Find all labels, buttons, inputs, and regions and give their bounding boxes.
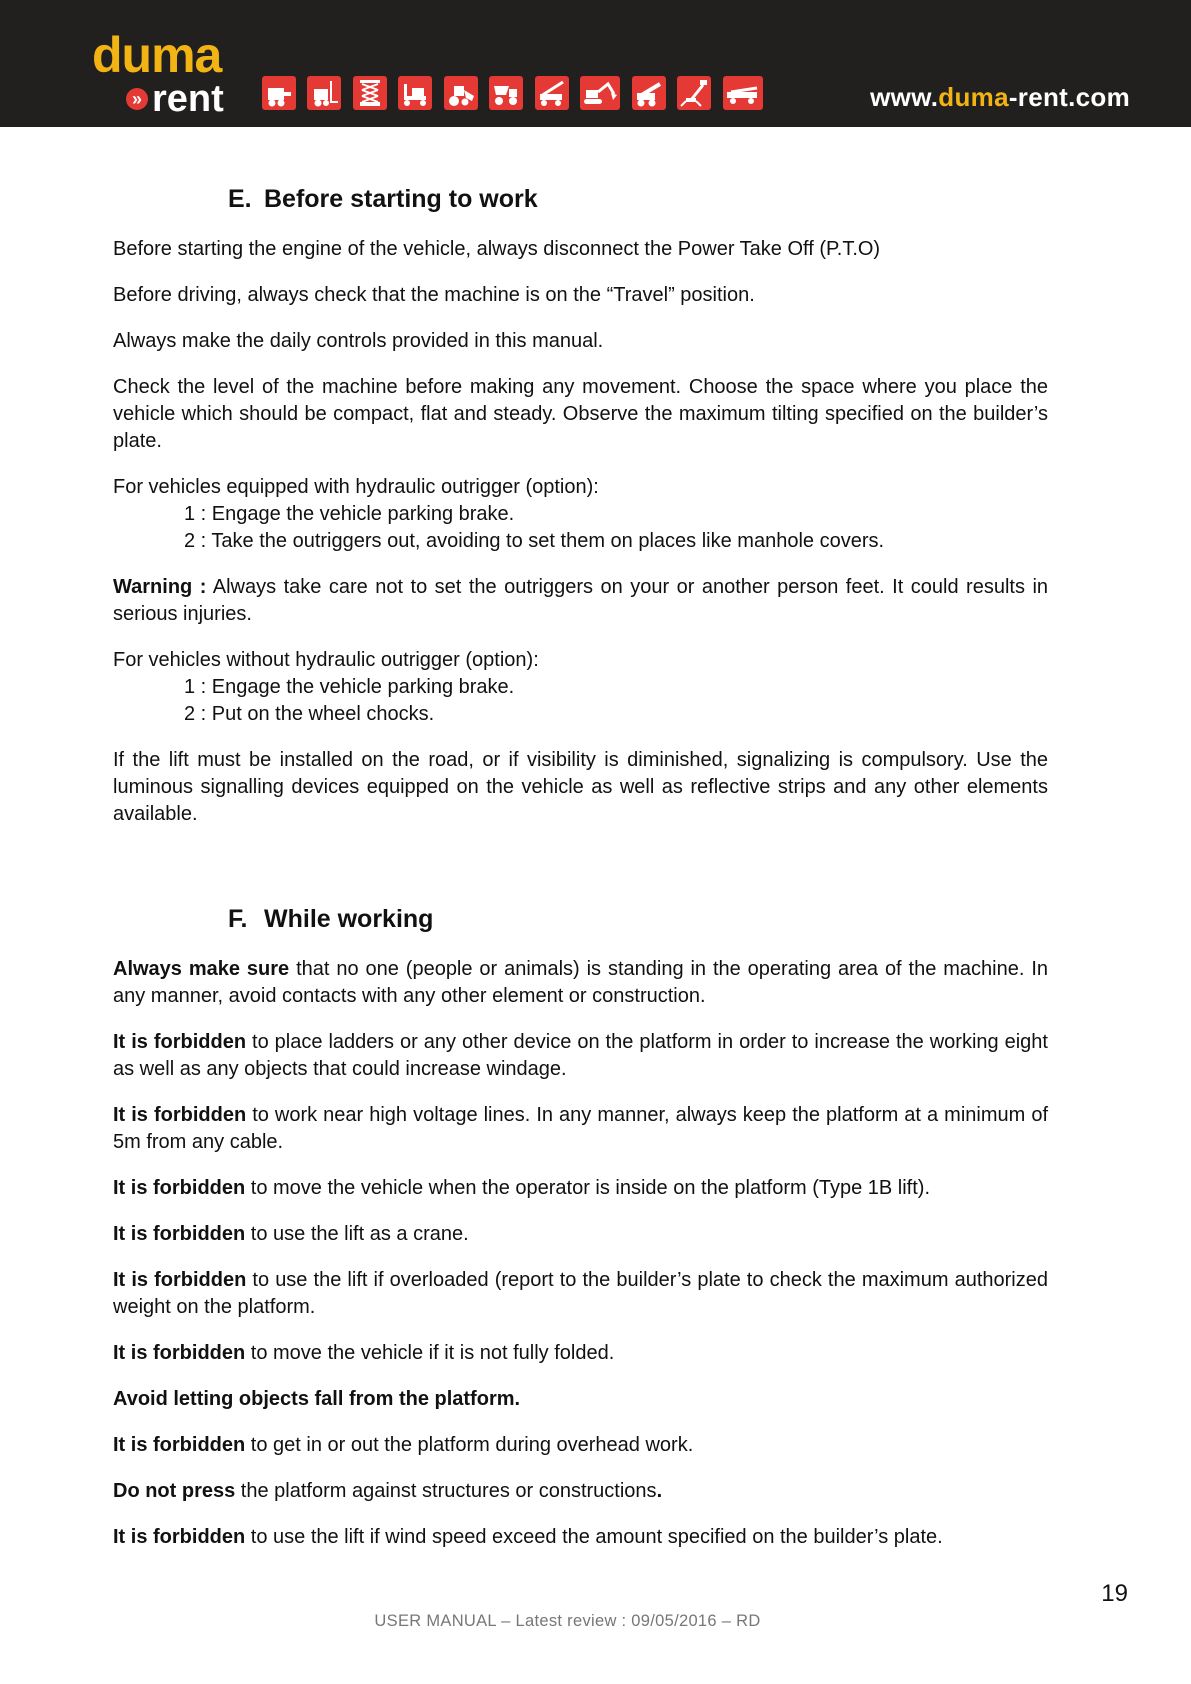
rule-paragraph: It is forbidden to use the lift if overloaded (report to the builder’s plate to check the maximum authorized weight on the platform. [113, 1269, 1048, 1318]
list-intro: For vehicles without hydraulic outrigger (option): [113, 649, 539, 671]
website-url[interactable]: www.duma-rent.com [870, 82, 1130, 112]
rule-paragraph: It is forbidden to get in or out the platform during overhead work. [113, 1434, 694, 1456]
list-item: 1 : Engage the vehicle parking brake. [184, 676, 515, 698]
warning-label: Warning : [113, 576, 207, 598]
excavator-icon [580, 76, 620, 110]
section-f-heading: F. While working [228, 905, 434, 933]
mini-dumper-icon [489, 76, 523, 110]
paragraph: Check the level of the machine before making any movement. Choose the space where you place the vehicle which should be compact, flat and steady. Observe the maximum tilting specified on the builder’s plate. [113, 376, 1048, 452]
truck-platform-icon [723, 76, 763, 110]
paragraph: If the lift must be installed on the road, or if visibility is diminished, signalizing is compulsory. Use the luminous signalling devices equipped on the vehicle as well as reflective strips and any other elements available. [113, 749, 1048, 825]
page-number: 19 [1101, 1580, 1128, 1607]
paragraph: Before starting the engine of the vehicle, always disconnect the Power Take Off (P.T.O) [113, 238, 881, 260]
machine-icon-strip [262, 76, 770, 112]
rule-paragraph: Always make sure that no one (people or animals) is standing in the operating area of the machine. In any manner, avoid contacts with any other element or construction. [113, 958, 1048, 1007]
paragraph: Always make the daily controls provided in this manual. [113, 330, 604, 352]
list-item: 2 : Put on the wheel chocks. [184, 703, 435, 725]
telehandler-icon [632, 76, 666, 110]
rule-paragraph: Do not press the platform against structures or constructions. [113, 1480, 663, 1502]
forklift-icon [307, 76, 341, 110]
list-item: 2 : Take the outriggers out, avoiding to set them on places like manhole covers. [184, 530, 885, 552]
rule-paragraph: Avoid letting objects fall from the platform. [113, 1388, 521, 1410]
truck-crane-icon [535, 76, 569, 110]
duma-rent-logo [92, 27, 242, 120]
rule-paragraph: It is forbidden to move the vehicle if it is not fully folded. [113, 1342, 615, 1364]
page-footer: USER MANUAL – Latest review : 09/05/2016 – RD [374, 1612, 761, 1630]
logo-arrow-icon: » [126, 88, 148, 110]
manual-content [113, 185, 1048, 1570]
paragraph: Before driving, always check that the machine is on the “Travel” position. [113, 284, 755, 306]
logo-duma-text: duma [92, 27, 222, 83]
rule-paragraph: It is forbidden to work near high voltage lines. In any manner, always keep the platform at a minimum of 5m from any cable. [113, 1104, 1048, 1153]
list-item: 1 : Engage the vehicle parking brake. [184, 503, 515, 525]
pallet-truck-icon [398, 76, 432, 110]
skid-steer-icon [262, 76, 296, 110]
scissor-lift-icon [353, 76, 387, 110]
no-outrigger-procedure [113, 647, 1048, 728]
section-e-heading: E. Before starting to work [228, 185, 538, 213]
logo-rent-text: rent [152, 78, 224, 120]
loader-icon [444, 76, 478, 110]
list-intro: For vehicles equipped with hydraulic outrigger (option): [113, 476, 599, 498]
rule-paragraph: It is forbidden to place ladders or any other device on the platform in order to increase the working eight as well as any objects that could increase windage. [113, 1031, 1048, 1080]
rule-paragraph: It is forbidden to use the lift if wind speed exceed the amount specified on the builder’s plate. [113, 1526, 943, 1548]
rule-paragraph: It is forbidden to move the vehicle when the operator is inside on the platform (Type 1B lift). [113, 1177, 931, 1199]
outrigger-procedure [113, 474, 1048, 555]
spider-lift-icon [677, 76, 711, 110]
page-header [0, 0, 1191, 127]
warning-paragraph: Warning : Always take care not to set the outriggers on your or another person feet. It could results in serious injuries. [113, 576, 1049, 625]
rule-paragraph: It is forbidden to use the lift as a crane. [113, 1223, 469, 1245]
